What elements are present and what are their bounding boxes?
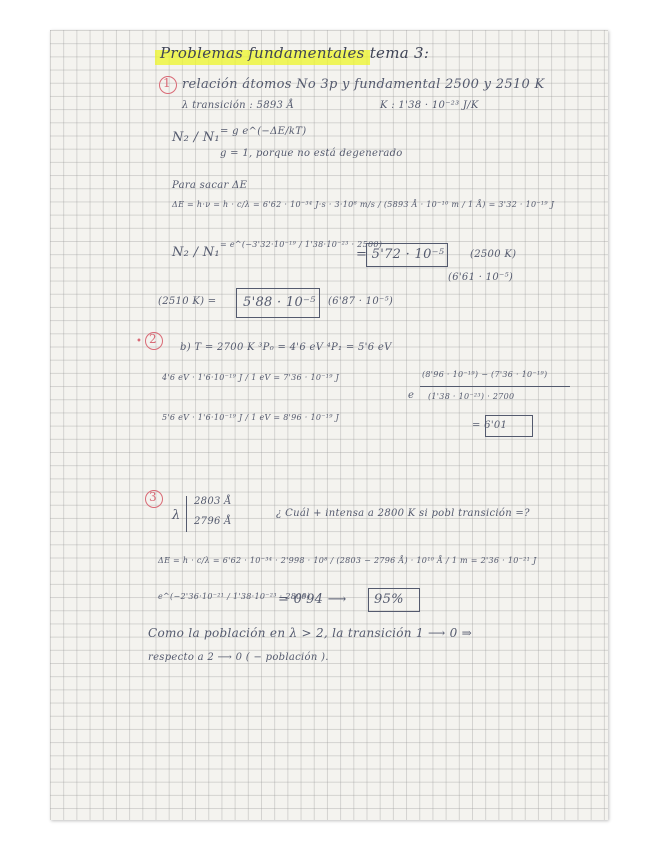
problem-1-wavelength: λ transición : 5893 Å xyxy=(182,100,295,111)
problem-3-exp-expr: e^(−2'36·10⁻²¹ / 1'38·10⁻²³ · 2800) xyxy=(158,592,311,601)
problem-2-e: e xyxy=(408,390,415,401)
problem-3-deltaE: ΔE = h · c/λ = 6'62 · 10⁻³⁴ · 2'998 · 10⁸ / (2803 − 2796 Å) · 10¹⁰ Å / 1 m = 2'36 · 10⁻²¹ J xyxy=(158,556,537,565)
notebook-page xyxy=(50,30,608,820)
problem-3-lambda: λ xyxy=(172,508,181,523)
problem-2-exp-num: (8'96 · 10⁻¹⁹) − (7'36 · 10⁻¹⁹) xyxy=(422,370,548,379)
problem-1-ratio-rhs: = g e^(−ΔE/kT) xyxy=(220,126,307,137)
problem-2-line1: b) T = 2700 K ³P₀ = 4'6 eV ⁴P₁ = 5'6 eV xyxy=(180,342,392,353)
problem-1-label-2500: (2500 K) xyxy=(470,249,517,260)
problem-1-result-2510: 5'88 · 10⁻⁵ xyxy=(243,295,316,310)
problem-1-boltzmann: K : 1'38 · 10⁻²³ J/K xyxy=(380,100,479,111)
problem-2-result: = 6'01 xyxy=(472,420,508,431)
problem-1-label-2510: (2510 K) = xyxy=(158,296,217,307)
problem-3-question: ¿ Cuál + intensa a 2800 K si pobl transición =? xyxy=(276,508,530,519)
problem-3-conclusion1: Como la población en λ > 2, la transición 1 ⟶ 0 ⇒ xyxy=(148,626,472,640)
problem-1-line1: relación átomos No 3p y fundamental 2500 y 2510 K xyxy=(182,77,545,92)
problem-1-result-2510-alt2: (6'87 · 10⁻⁵) xyxy=(328,296,394,307)
problem-2-conv1: 4'6 eV · 1'6·10⁻¹⁹ J / 1 eV = 7'36 · 10⁻¹⁹ J xyxy=(162,373,340,382)
problem-3-lambda-a: 2803 Å xyxy=(194,496,232,507)
problem-2-number: 2 xyxy=(149,332,157,346)
problem-3-number: 3 xyxy=(149,490,157,504)
problem-2-star: • xyxy=(136,336,142,347)
problem-1-deltaE: ΔE = h·ν = h · c/λ = 6'62 · 10⁻³⁴ J·s · 3·10⁸ m/s / (5893 Å · 10⁻¹⁰ m / 1 Å) = 3'32 · 10⁻¹⁹ J xyxy=(172,200,555,209)
problem-1-ratio2-rhs: = e^(−3'32·10⁻¹⁹ / 1'38·10⁻²³ · 2500) xyxy=(220,240,383,249)
problem-1-ratio-lhs: N₂ / N₁ xyxy=(172,130,220,145)
problem-2-conv2: 5'6 eV · 1'6·10⁻¹⁹ J / 1 eV = 8'96 · 10⁻¹⁹ J xyxy=(162,413,340,422)
problem-1-g-note: g = 1, porque no está degenerado xyxy=(220,148,403,159)
problem-3-percent: 95% xyxy=(374,592,404,607)
page-title: Problemas fundamentales tema 3: xyxy=(160,44,430,62)
problem-1-calc-intro: Para sacar ΔE xyxy=(172,180,248,191)
problem-1-number: 1 xyxy=(163,76,171,90)
problem-3-exp-result: = 0'94 ⟶ xyxy=(278,592,347,607)
problem-1-result-2510-alt: (6'61 · 10⁻⁵) xyxy=(448,272,514,283)
problem-3-conclusion2: respecto a 2 ⟶ 0 ( − población ). xyxy=(148,652,329,663)
problem-3-brace xyxy=(186,496,187,532)
problem-1-ratio2-lhs: N₂ / N₁ xyxy=(172,245,220,260)
problem-3-lambda-b: 2796 Å xyxy=(194,516,232,527)
problem-2-exp-den: (1'38 · 10⁻²³) · 2700 xyxy=(428,392,515,401)
problem-2-fraction-bar xyxy=(420,386,570,387)
problem-1-result-2500: = 5'72 · 10⁻⁵ xyxy=(356,247,445,262)
